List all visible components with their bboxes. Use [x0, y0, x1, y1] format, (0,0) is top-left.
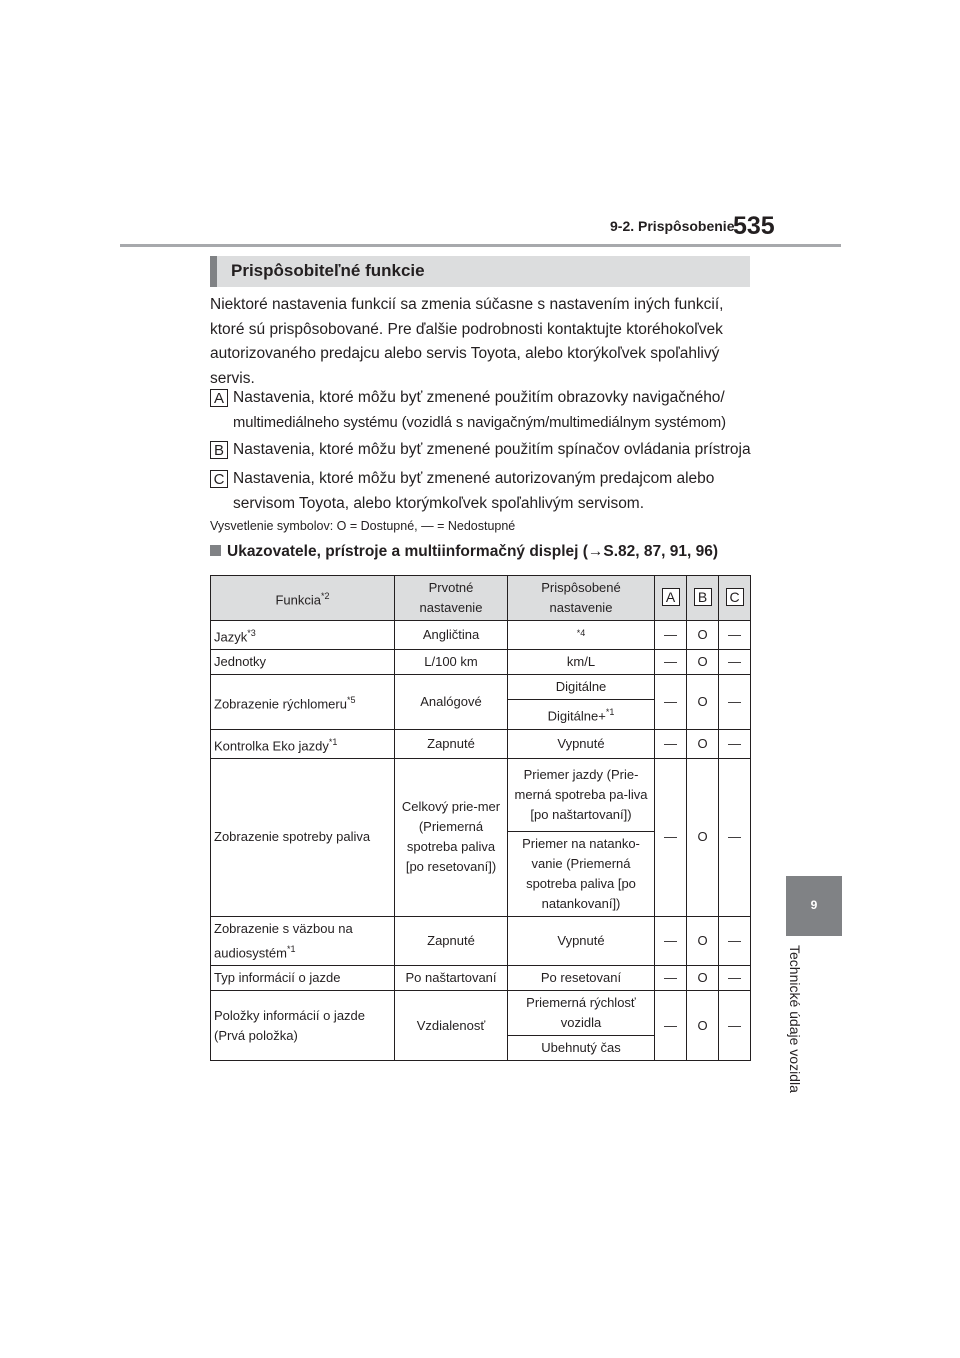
header-custom: Prispôsobené nastavenie — [508, 576, 655, 621]
header-default: Prvotné nastavenie — [395, 576, 508, 621]
section-title-bar — [210, 256, 750, 287]
chapter-label: Technické údaje vozidla — [787, 945, 803, 1093]
symbol-legend: Vysvetlenie symbolov: O = Dostupné, — = Nedostupné — [210, 519, 516, 533]
badge-c: C — [210, 470, 228, 488]
header-rule — [120, 244, 841, 247]
table-row: Priemer na natanko-vanie (Priemerná spotreba paliva [po natankovaní]) — [211, 831, 751, 916]
header-c: C — [719, 576, 751, 621]
table-row: Digitálne+$^{*1}$ — [211, 700, 751, 729]
subheading: Ukazovatele, prístroje a multiinformačný displej (→S.82, 87, 91, 96) — [210, 543, 718, 561]
chapter-number: 9 — [810, 898, 818, 912]
badge-b: B — [210, 441, 228, 459]
header-function: Funkcia$^{*2}$ — [211, 576, 395, 621]
table-row: Zobrazenie s väzbou na audiosystém$^{*1}$ Zapnuté Vypnuté — O — — [211, 916, 751, 965]
header-a: A — [655, 576, 687, 621]
settings-table — [210, 575, 751, 1061]
section-title: Prispôsobiteľné funkcie — [231, 261, 425, 280]
table-header-row — [211, 576, 751, 621]
square-bullet-icon — [210, 545, 221, 556]
badge-a: A — [210, 389, 228, 407]
table-row: Kontrolka Eko jazdy$^{*1}$ Zapnuté Vypnuté — O — — [211, 729, 751, 758]
page-number: 535 — [733, 212, 775, 240]
table-row: Typ informácií o jazde Po naštartovaní Po resetovaní — O — — [211, 966, 751, 991]
header-b: B — [687, 576, 719, 621]
table-row: Jazyk$^{*3}$ Angličtina $^{*4}$ — O — — [211, 621, 751, 650]
section-header: 9-2. Prispôsobenie — [610, 218, 735, 234]
intro-paragraph: Niektoré nastavenia funkcií sa zmenia súčasne s nastavením iných funkcií, ktoré sú prispôsobované. Pre ďalšie podrobnosti kontaktujte ktoréhokoľvek autorizovaného predajcu alebo servis Toyota, alebo ktorýkoľvek spoľahlivý servis. — [210, 296, 724, 387]
table-row: Jednotky L/100 km km/L — O — — [211, 650, 751, 675]
table-row: Zobrazenie rýchlomeru$^{*5}$ Analógové Digitálne — O — — [211, 675, 751, 700]
table-row: Položky informácií o jazde (Prvá položka) Vzdialenosť Priemerná rýchlosť vozidla — O — — [211, 991, 751, 1036]
table-row: Ubehnutý čas — [211, 1036, 751, 1061]
table-row: Zobrazenie spotreby paliva Celkový prie-mer (Priemerná spotreba paliva [po resetovaní]) Priemer jazdy (Prie-merná spotreba pa-liva [po naštartovaní]) — O — — [211, 758, 751, 831]
